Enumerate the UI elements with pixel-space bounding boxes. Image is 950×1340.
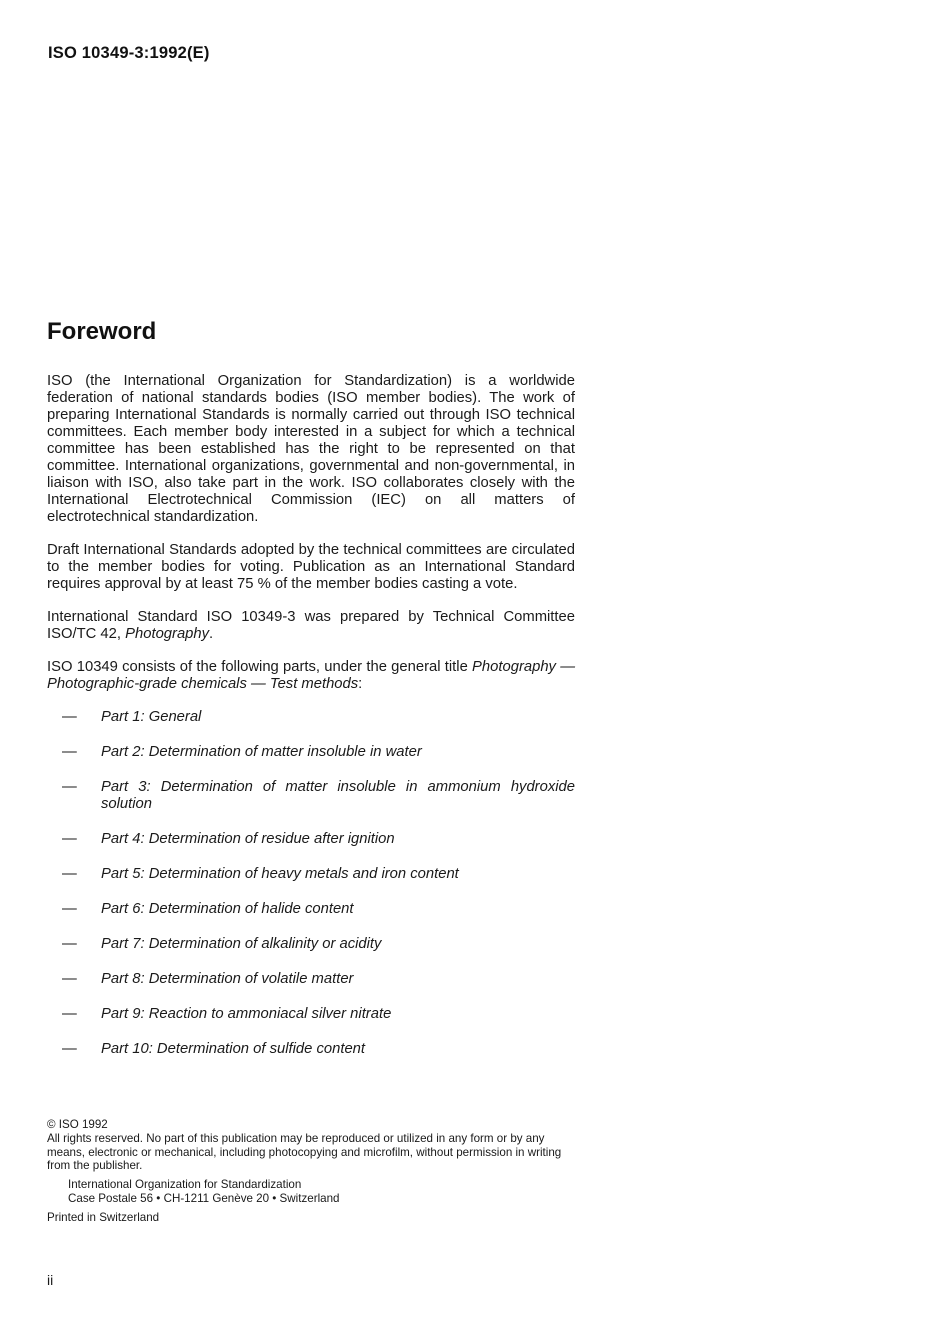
list-item [62, 971, 575, 988]
list-item [62, 866, 575, 883]
general-title: Photography — Photographic-grade chemicals — Test methods [47, 659, 575, 692]
foreword-title: Foreword [47, 318, 157, 345]
list-item [62, 744, 575, 761]
list-item [62, 709, 575, 726]
part-title: Part 10: Determination of sulfide content [101, 1041, 366, 1057]
paragraph-4-end: : [358, 676, 363, 692]
part-title: Part 4: Determination of residue after ignition [101, 831, 395, 847]
part-title: Part 3: Determination of matter insoluble in ammonium hydroxide solution [101, 779, 575, 812]
foreword-paragraph-1: ISO (the International Organization for Standardization) is a worldwide federation of national standards bodies (ISO member bodies). The work of preparing International Standards is normally carried out through ISO technical committees. Each member body interested in a subject for which a technical committee has been established has the right to be represented on that committee. International organizations, governmental and non-governmental, in liaison with ISO, also take part in the work. ISO collaborates closely with the International Electrotechnical Commission (IEC) on all matters of electrotechnical standardization. [47, 373, 575, 525]
list-dash: — [62, 971, 77, 987]
list-dash: — [62, 744, 77, 760]
part-title: Part 7: Determination of alkalinity or acidity [101, 936, 382, 952]
document-id-header: ISO 10349-3:1992(E) [48, 44, 210, 62]
part-title: Part 6: Determination of halide content [101, 901, 354, 917]
list-dash: — [62, 709, 77, 725]
copyright-line: © ISO 1992 [47, 1118, 108, 1131]
part-title: Part 2: Determination of matter insoluble in water [101, 744, 422, 760]
list-dash: — [62, 1041, 77, 1057]
page-number: ii [47, 1272, 54, 1288]
committee-name: Photography [125, 626, 210, 642]
list-dash: — [62, 831, 77, 847]
part-title: Part 5: Determination of heavy metals and iron content [101, 866, 459, 882]
list-item [62, 936, 575, 953]
paragraph-4-text: ISO 10349 consists of the following parts, under the general title [47, 659, 473, 675]
foreword-body [47, 373, 575, 1076]
part-title: Part 9: Reaction to ammoniacal silver nitrate [101, 1006, 392, 1022]
paragraph-3-end: . [209, 626, 214, 642]
list-dash: — [62, 779, 77, 795]
parts-list [47, 709, 575, 1058]
part-title: Part 8: Determination of volatile matter [101, 971, 354, 987]
list-item [62, 1006, 575, 1023]
organization-address: Case Postale 56 • CH-1211 Genève 20 • Switzerland [68, 1191, 340, 1205]
organization-name: International Organization for Standardization [68, 1178, 302, 1192]
list-dash: — [62, 1006, 77, 1022]
foreword-paragraph-4 [47, 659, 575, 693]
printed-in: Printed in Switzerland [47, 1210, 160, 1224]
rights-statement: All rights reserved. No part of this publication may be reproduced or utilized in any form or by any means, electronic or mechanical, including photocopying and microfilm, without permission in writing from the publisher. [47, 1131, 562, 1173]
list-item [62, 831, 575, 848]
list-item [62, 1041, 575, 1058]
foreword-paragraph-3 [47, 609, 575, 643]
list-dash: — [62, 901, 77, 917]
list-item [62, 779, 575, 813]
list-dash: — [62, 936, 77, 952]
paragraph-3-text: International Standard ISO 10349-3 was prepared by Technical Committee ISO/TC 42, [47, 609, 575, 642]
foreword-paragraph-2: Draft International Standards adopted by the technical committees are circulated to the member bodies for voting. Publication as an International Standard requires approval by at least 75 % of the member bodies casting a vote. [47, 542, 575, 592]
copyright-block [47, 1118, 577, 1225]
list-dash: — [62, 866, 77, 882]
part-title: Part 1: General [101, 709, 202, 725]
list-item [62, 901, 575, 918]
